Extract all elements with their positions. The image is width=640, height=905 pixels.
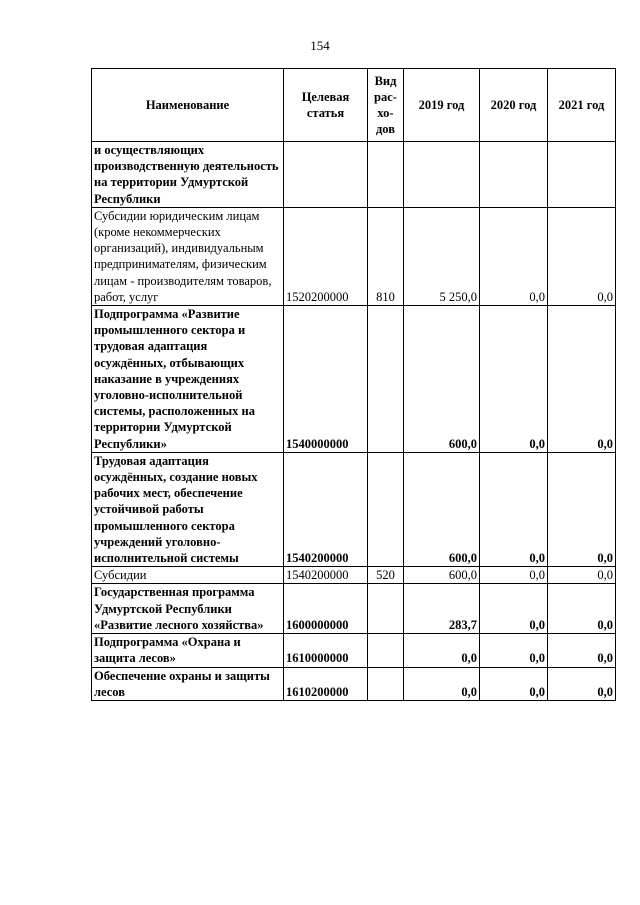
- row-2021: [548, 142, 616, 208]
- row-name: Обеспечение охраны и защиты лесов: [92, 667, 284, 700]
- row-2021: 0,0: [548, 584, 616, 634]
- page-number: 154: [310, 38, 330, 53]
- row-2019: 600,0: [404, 452, 480, 566]
- row-name: Субсидии: [92, 567, 284, 584]
- row-2019: 0,0: [404, 667, 480, 700]
- row-2020: 0,0: [480, 306, 548, 453]
- row-2019: 5 250,0: [404, 207, 480, 305]
- row-code: [284, 142, 368, 208]
- row-vid: 520: [368, 567, 404, 584]
- row-2020: 0,0: [480, 634, 548, 667]
- row-name: Трудовая адаптация осуждённых, создание новых рабочих мест, обеспечение устойчивой работы промышленного сектора учреждений уголовно-исполнительной системы: [92, 452, 284, 566]
- table-row: [92, 142, 616, 208]
- row-name: Государственная программа Удмуртской Республики «Развитие лесного хозяйства»: [92, 584, 284, 634]
- row-vid: 810: [368, 207, 404, 305]
- row-2021: 0,0: [548, 667, 616, 700]
- row-vid: [368, 452, 404, 566]
- row-2020: 0,0: [480, 207, 548, 305]
- row-2020: [480, 142, 548, 208]
- header-vid: Вид рас-хо-дов: [368, 69, 404, 142]
- row-2021: 0,0: [548, 567, 616, 584]
- table-row: [92, 584, 616, 634]
- row-vid: [368, 306, 404, 453]
- row-vid: [368, 634, 404, 667]
- row-name: и осуществляющих производственную деятельность на территории Удмуртской Республики: [92, 142, 284, 208]
- row-2020: 0,0: [480, 452, 548, 566]
- row-2021: 0,0: [548, 207, 616, 305]
- table-row: [92, 452, 616, 566]
- row-2020: 0,0: [480, 584, 548, 634]
- header-target: Целевая статья: [284, 69, 368, 142]
- row-code: 1540200000: [284, 567, 368, 584]
- row-2019: 0,0: [404, 634, 480, 667]
- row-2019: [404, 142, 480, 208]
- row-name: Подпрограмма «Развитие промышленного сектора и трудовая адаптация осуждённых, отбывающих наказание в учреждениях уголовно-исполнительной системы, расположенных на территории Удмуртской Республики»: [92, 306, 284, 453]
- row-code: 1610000000: [284, 634, 368, 667]
- row-2021: 0,0: [548, 452, 616, 566]
- table-row: [92, 567, 616, 584]
- row-code: 1540000000: [284, 306, 368, 453]
- table-row: [92, 667, 616, 700]
- header-name: Наименование: [92, 69, 284, 142]
- row-name: Субсидии юридическим лицам (кроме некоммерческих организаций), индивидуальным предпринимателям, физическим лицам - производителям товаров, работ, услуг: [92, 207, 284, 305]
- row-vid: [368, 667, 404, 700]
- table-row: [92, 634, 616, 667]
- row-2021: 0,0: [548, 306, 616, 453]
- row-2020: 0,0: [480, 667, 548, 700]
- row-code: 1520200000: [284, 207, 368, 305]
- budget-table: [91, 68, 616, 701]
- row-2021: 0,0: [548, 634, 616, 667]
- row-code: 1540200000: [284, 452, 368, 566]
- row-2019: 283,7: [404, 584, 480, 634]
- row-2020: 0,0: [480, 567, 548, 584]
- row-code: 1600000000: [284, 584, 368, 634]
- row-name: Подпрограмма «Охрана и защита лесов»: [92, 634, 284, 667]
- table-row: [92, 207, 616, 305]
- table-header-row: [92, 69, 616, 142]
- header-2019: 2019 год: [404, 69, 480, 142]
- row-vid: [368, 142, 404, 208]
- row-2019: 600,0: [404, 306, 480, 453]
- table-row: [92, 306, 616, 453]
- row-2019: 600,0: [404, 567, 480, 584]
- header-2020: 2020 год: [480, 69, 548, 142]
- row-code: 1610200000: [284, 667, 368, 700]
- row-vid: [368, 584, 404, 634]
- header-2021: 2021 год: [548, 69, 616, 142]
